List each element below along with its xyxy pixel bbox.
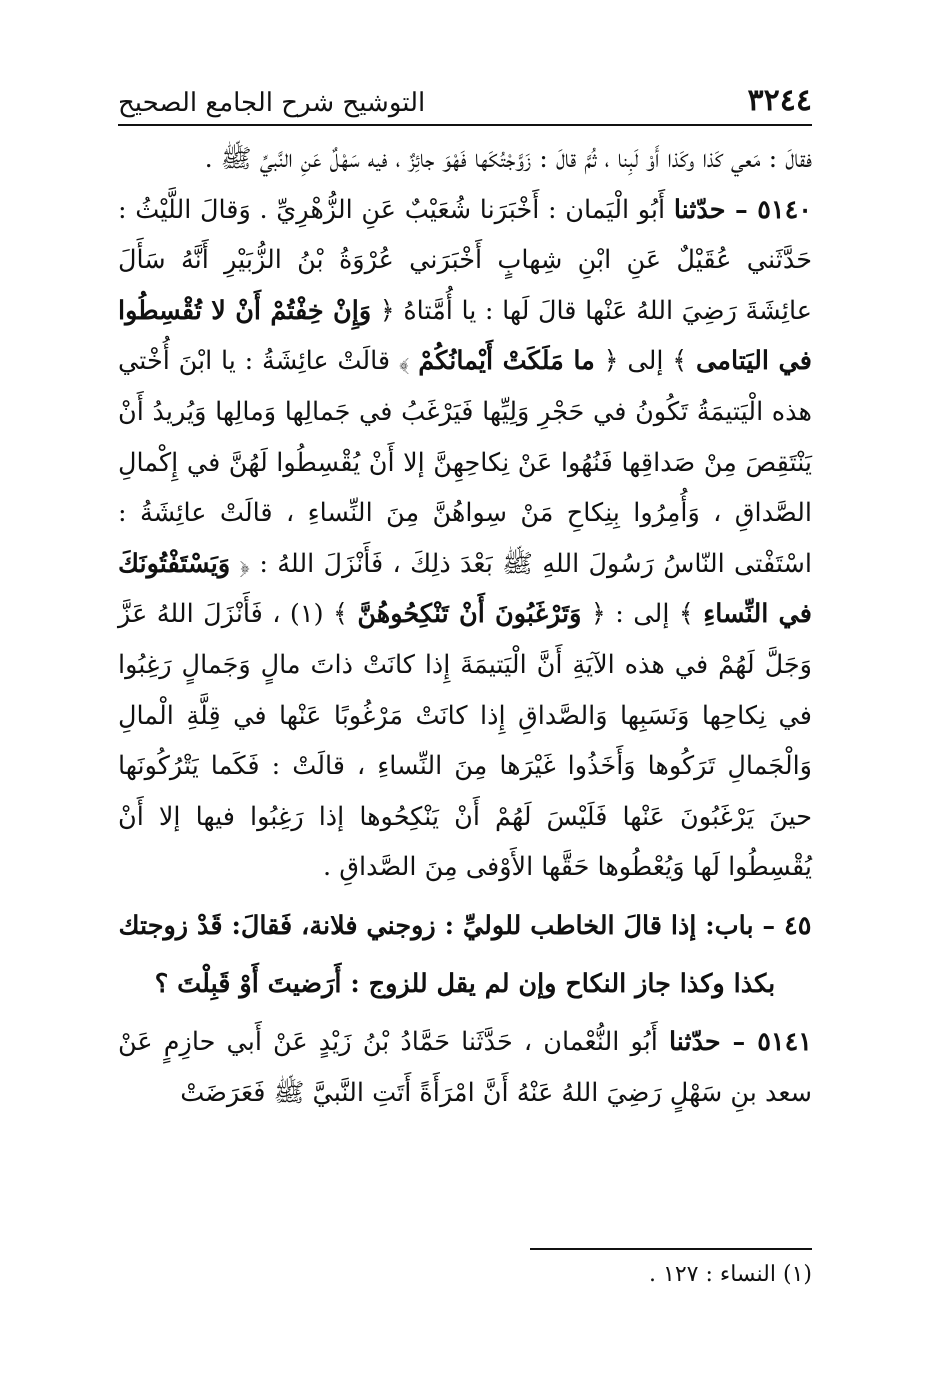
header-rule: [118, 124, 812, 126]
chapter-heading-line: بكذا وكذا جاز النكاح وإن لم يقل للزوج : أَرَضيتَ أَوْ قَبِلْتَ ؟: [154, 968, 776, 999]
quran-quote: وَإِنْ خِفْتُمْ أَنْ لا تُقْسِطُوا في اليَتامى: [118, 295, 812, 377]
paragraph-continuation: فقالَ : مَعي كَذا وكَذا أَوْ لَبِنا ، ثُمَّ قالَ : زَوَّجْتُكَها فَهْوَ جائِزٌ ، فيه سَهْلٌ عَنِ النَّبيِّ ﷺ .: [204, 144, 812, 174]
hadith-5141: ٥١٤١ – حدّثنا أَبُو النُّعْمان ، حَدَّثَنا حَمَّادُ بْنُ زَيْدٍ عَنْ أَبي حازِمٍ عَنْ سعد بنِ سَهْلٍ رَضِيَ اللهُ عَنْهُ أَنَّ امْرَأَةً أَتَتِ النَّبيَّ ﷺ فَعَرَضَتْ: [118, 1026, 812, 1108]
running-title: التوشيح شرح الجامع الصحيح: [118, 88, 426, 118]
hadith-5140: ٥١٤٠ – حدّثنا أَبُو الْيَمان : أَخْبَرَنا شُعَيْبٌ عَنِ الزُّهْرِيِّ . وَقالَ اللَّيْثُ : حَدَّثَني عُقَيْلٌ عَنِ ابْنِ شِهابٍ أَخْبَرَني عُرْوَةُ بْنُ الزُّبَيْرِ أَنَّهُ سَأَلَ عائِشَةَ رَضِيَ اللهُ عَنْها قالَ لَها : يا أُمَّتاهُ ﴿ وَإِنْ خِفْتُمْ أَنْ لا تُقْسِطُوا في اليَتامى ﴾ إلى ﴿ ما مَلَكَتْ أَيْمانُكُمْ ﴾ قالَتْ عائِشَةُ : يا ابْنَ أُخْتي هذه الْيَتيمَةُ تَكُونُ في حَجْرِ وَلِيِّها فَيَرْغَبُ في جَمالِها وَمالِها وَيُريدُ أَنْ يَنْتَقِصَ مِنْ صَداقِها فَنُهُوا عَنْ نِكاحِهِنَّ إلا أَنْ يُقْسِطُوا لَهُنَّ في إِكْمالِ الصَّداقِ ، وَأُمِرُوا بِنِكاحِ مَنْ سِواهُنَّ مِنَ النِّساءِ ، قالَتْ عائِشَةُ : اسْتَفْتى النّاسُ رَسُولَ اللهِ ﷺ بَعْدَ ذلِكَ ، فَأَنْزَلَ اللهُ : ﴿ وَيَسْتَفْتُونَكَ في النِّساءِ ﴾ إلى : ﴿ وَتَرْغَبُونَ أَنْ تَنْكِحُوهُنَّ ﴾ (١) ، فَأَنْزَلَ اللهُ عَزَّ وَجَلَّ لَهُمْ في هذه الآيَةِ أَنَّ الْيَتيمَةَ إِذا كانَتْ ذاتَ مالٍ وَجَمالٍ رَغِبُوا في نِكاحِها وَنَسَبِها وَالصَّداقِ إِذا كانَتْ مَرْغُوبًا عَنْها في قِلَّةِ الْمالِ وَالْجَمالِ تَرَكُوها وَأَخَذُوا غَيْرَها مِنَ النِّساءِ ، قالَتْ : فَكَما يَتْرُكُونَها حينَ يَرْغَبُونَ عَنْها فَلَيْسَ لَهُمْ أَنْ يَنْكِحُوها إذا رَغِبُوا فيها إلا أَنْ يُقْسِطُوا لَها وَيُعْطُوها حَقَّها الأَوْفى مِنَ الصَّداقِ .: [118, 194, 812, 883]
hadith-5140-number: ٥١٤٠ – حدّثنا: [673, 194, 812, 225]
quran-quote: وَيَسْتَفْتُونَكَ في النِّساءِ: [118, 548, 812, 630]
footnote: (١) النساء : ١٢٧ .: [649, 1262, 812, 1287]
hadith-5141-number: ٥١٤١ – حدّثنا: [668, 1026, 812, 1057]
quran-quote: وَتَرْغَبُونَ أَنْ تَنْكِحُوهُنَّ: [357, 599, 582, 630]
page-header: [118, 72, 812, 118]
page-body: [118, 134, 812, 1118]
chapter-heading: [118, 897, 812, 1013]
page-number: ٣٢٤٤: [747, 83, 812, 118]
quran-quote: ما مَلَكَتْ أَيْمانُكُمْ: [418, 346, 595, 377]
footnote-rule: [530, 1248, 812, 1250]
chapter-heading-line: ٤٥ – باب: إذا قالَ الخاطب للوليِّ : زوجني فلانة، فَقالَ: قَدْ زوجتك: [118, 910, 812, 941]
